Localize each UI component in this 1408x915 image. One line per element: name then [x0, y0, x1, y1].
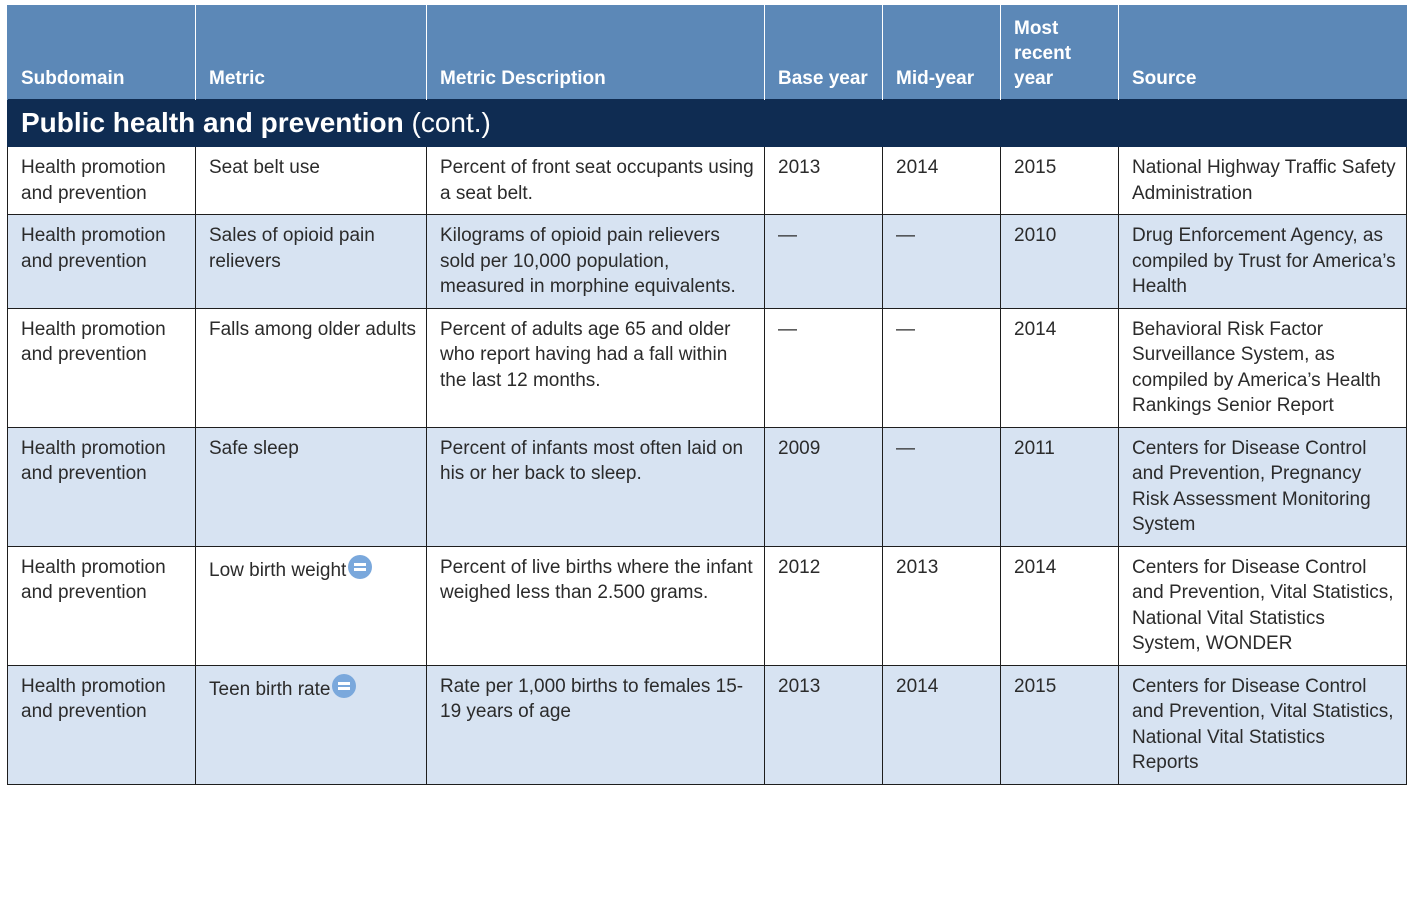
equal-icon: [348, 555, 372, 579]
cell-mid-year-text: 2013: [896, 556, 939, 578]
cell-metric-description: [427, 665, 765, 784]
equal-icon: [332, 674, 356, 698]
cell-source: [1119, 665, 1407, 784]
cell-base-year: [765, 308, 883, 427]
header-subdomain: Subdomain: [8, 5, 196, 100]
cell-subdomain-text: Health promotion and prevention: [21, 675, 166, 722]
cell-base-year: [765, 215, 883, 309]
cell-subdomain-text: Health promotion and prevention: [21, 157, 166, 204]
header-base-year: Base year: [765, 5, 883, 100]
cell-most-recent-year: [1001, 427, 1119, 546]
cell-source: [1119, 308, 1407, 427]
header-mid-year: Mid-year: [883, 5, 1001, 100]
table-row: [8, 665, 1407, 784]
cell-mid-year-text: —: [896, 225, 915, 246]
cell-source-text: Centers for Disease Control and Prevention, Vital Statistics, National Vital Statistics Reports: [1132, 675, 1394, 773]
cell-metric-text: Low birth weight: [209, 559, 347, 581]
cell-metric-description-text: Rate per 1,000 births to females 15-19 years of age: [440, 675, 744, 722]
table-row: [8, 147, 1407, 215]
cell-metric-description-text: Kilograms of opioid pain relievers sold per 10,000 population, measured in morphine equivalents.: [440, 225, 736, 297]
cell-source-text: Centers for Disease Control and Prevention, Pregnancy Risk Assessment Monitoring System: [1132, 437, 1371, 535]
cell-base-year-text: 2013: [778, 157, 821, 178]
cell-metric-description: [427, 215, 765, 309]
cell-source-text: Drug Enforcement Agency, as compiled by Trust for America’s Health: [1132, 225, 1396, 297]
cell-subdomain-text: Health promotion and prevention: [21, 437, 166, 484]
cell-most-recent-year: [1001, 308, 1119, 427]
cell-base-year-text: —: [778, 225, 797, 246]
cell-mid-year: [883, 215, 1001, 309]
cell-metric-description-text: Percent of infants most often laid on his or her back to sleep.: [440, 437, 744, 484]
cell-metric: [196, 427, 427, 546]
cell-source: [1119, 546, 1407, 665]
cell-base-year-text: —: [778, 318, 797, 340]
cell-metric-description: [427, 546, 765, 665]
cell-base-year-text: 2013: [778, 675, 821, 697]
cell-mid-year: [883, 665, 1001, 784]
cell-subdomain: [8, 546, 196, 665]
cell-most-recent-year-text: 2011: [1014, 437, 1055, 459]
cell-subdomain: [8, 665, 196, 784]
cell-source-text: Centers for Disease Control and Prevention, Vital Statistics, National Vital Statistics System, WONDER: [1132, 556, 1394, 654]
cell-most-recent-year: [1001, 665, 1119, 784]
cell-most-recent-year: [1001, 215, 1119, 309]
cell-subdomain-text: Health promotion and prevention: [21, 225, 166, 272]
cell-most-recent-year-text: 2015: [1014, 157, 1057, 178]
cell-most-recent-year-text: 2014: [1014, 318, 1057, 340]
cell-source-text: National Highway Traffic Safety Administration: [1132, 157, 1396, 204]
cell-base-year: [765, 427, 883, 546]
cell-metric-description-text: Percent of live births where the infant weighed less than 2.500 grams.: [440, 556, 753, 603]
cell-subdomain-text: Health promotion and prevention: [21, 318, 166, 365]
table-row: [8, 427, 1407, 546]
section-title-bold: Public health and prevention: [21, 107, 404, 138]
cell-metric-description-text: Percent of front seat occupants using a seat belt.: [440, 157, 754, 204]
cell-metric-description: [427, 308, 765, 427]
cell-subdomain: [8, 215, 196, 309]
cell-subdomain: [8, 308, 196, 427]
metrics-table: [7, 5, 1407, 785]
cell-metric-description: [427, 147, 765, 215]
cell-source: [1119, 215, 1407, 309]
cell-metric-text: Safe sleep: [209, 437, 299, 459]
cell-metric: [196, 546, 427, 665]
table-row: [8, 215, 1407, 309]
cell-base-year-text: 2009: [778, 437, 821, 459]
cell-subdomain: [8, 427, 196, 546]
table-body: [8, 147, 1407, 785]
cell-source-text: Behavioral Risk Factor Surveillance System, as compiled by America’s Health Rankings Senior Report: [1132, 318, 1381, 416]
cell-mid-year: [883, 308, 1001, 427]
cell-mid-year-text: 2014: [896, 675, 939, 697]
cell-source: [1119, 147, 1407, 215]
cell-mid-year: [883, 147, 1001, 215]
header-source: Source: [1119, 5, 1407, 100]
cell-mid-year: [883, 427, 1001, 546]
cell-most-recent-year-text: 2010: [1014, 225, 1057, 246]
cell-metric: [196, 308, 427, 427]
cell-metric-text: Falls among older adults: [209, 318, 416, 340]
header-metric-description: Metric Description: [427, 5, 765, 100]
cell-most-recent-year: [1001, 147, 1119, 215]
cell-metric-description-text: Percent of adults age 65 and older who report having had a fall within the last 12 months.: [440, 318, 731, 391]
section-title: [8, 100, 1407, 147]
cell-most-recent-year-text: 2015: [1014, 675, 1057, 697]
cell-source: [1119, 427, 1407, 546]
header-metric: Metric: [196, 5, 427, 100]
cell-metric-text: Teen birth rate: [209, 678, 331, 700]
cell-base-year: [765, 665, 883, 784]
cell-most-recent-year: [1001, 546, 1119, 665]
table-row: [8, 308, 1407, 427]
cell-mid-year-text: 2014: [896, 157, 939, 178]
cell-subdomain-text: Health promotion and prevention: [21, 556, 166, 603]
cell-metric: [196, 215, 427, 309]
cell-mid-year-text: —: [896, 437, 915, 459]
cell-base-year-text: 2012: [778, 556, 821, 578]
cell-base-year: [765, 546, 883, 665]
cell-metric: [196, 147, 427, 215]
section-header-row: [8, 100, 1407, 147]
cell-mid-year: [883, 546, 1001, 665]
cell-mid-year-text: —: [896, 318, 915, 340]
cell-subdomain: [8, 147, 196, 215]
cell-metric-text: Seat belt use: [209, 157, 320, 178]
cell-base-year: [765, 147, 883, 215]
section-title-suffix: (cont.): [403, 107, 491, 138]
cell-metric-description: [427, 427, 765, 546]
cell-most-recent-year-text: 2014: [1014, 556, 1057, 578]
cell-metric: [196, 665, 427, 784]
cell-metric-text: Sales of opioid pain relievers: [209, 225, 375, 272]
header-row: [8, 5, 1407, 100]
header-most-recent-year: Most recent year: [1001, 5, 1119, 100]
table-row: [8, 546, 1407, 665]
